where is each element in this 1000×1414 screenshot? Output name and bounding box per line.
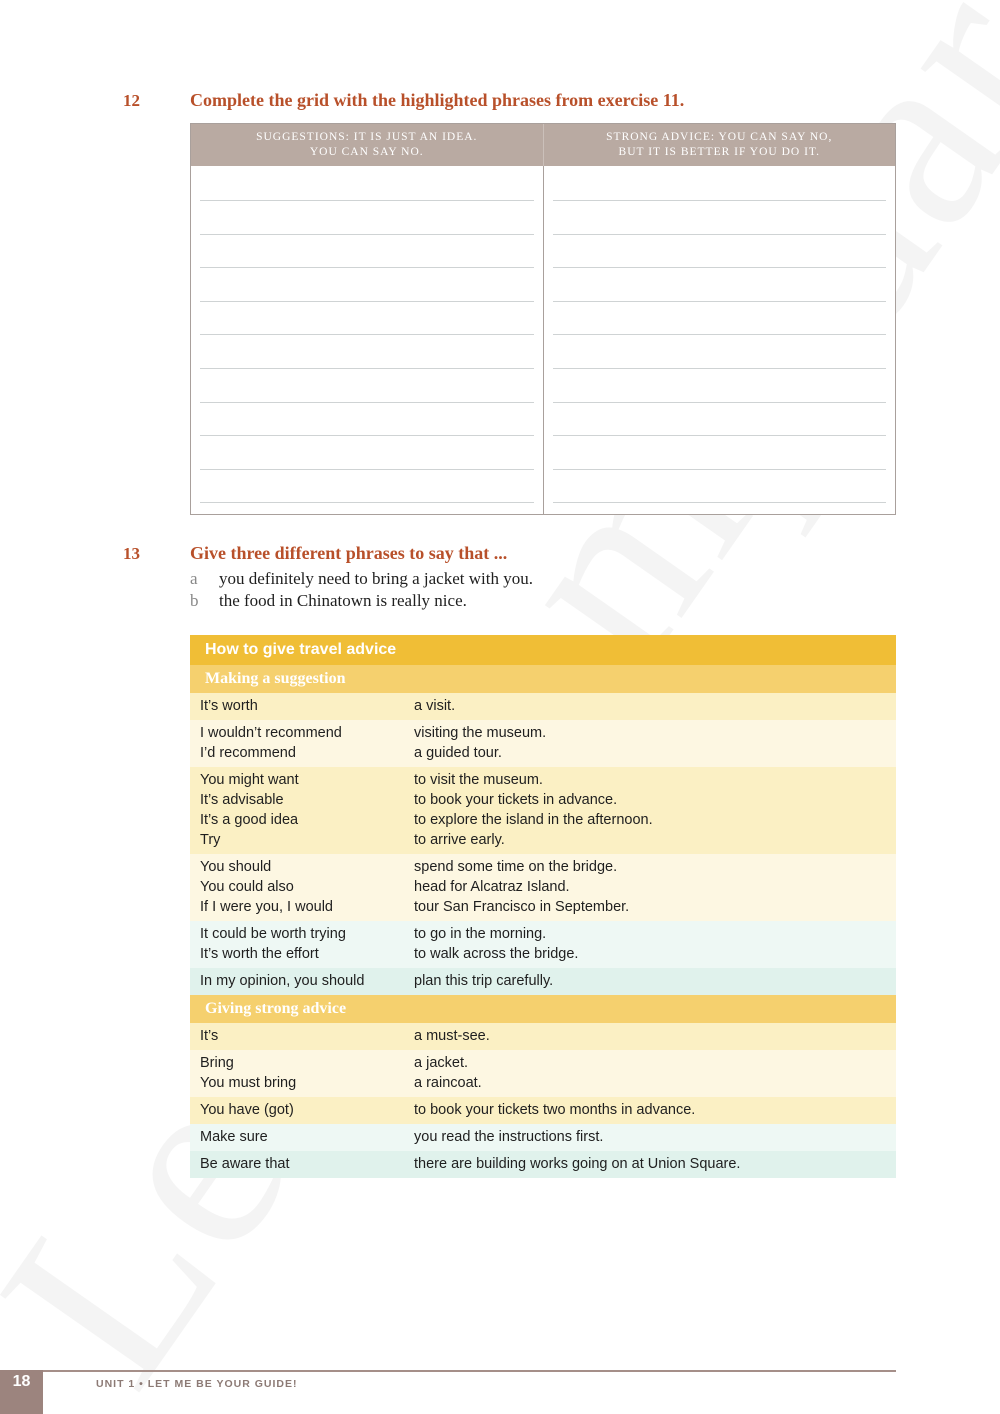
answer-line[interactable]	[200, 234, 534, 235]
advice-line: a raincoat.	[414, 1075, 482, 1091]
advice-row	[190, 1050, 896, 1097]
advice-line: to walk across the bridge.	[414, 946, 579, 962]
advice-line: head for Alcatraz Island.	[414, 879, 570, 895]
advice-line: In my opinion, you should	[200, 973, 365, 989]
advice-section-heading: Giving strong advice	[190, 995, 896, 1023]
advice-line: a visit.	[414, 698, 456, 714]
advice-example	[414, 1127, 896, 1147]
answer-column-strong-advice[interactable]	[543, 166, 896, 514]
advice-line: to book your tickets two months in advance.	[414, 1102, 696, 1118]
grid-header-suggestions	[191, 124, 543, 166]
advice-line: there are building works going on at Union Square.	[414, 1156, 741, 1172]
advice-phrase	[190, 770, 414, 850]
advice-example	[414, 1026, 896, 1046]
answer-line[interactable]	[200, 334, 534, 335]
advice-line: I wouldn’t recommend	[200, 725, 342, 741]
answer-line[interactable]	[553, 402, 887, 403]
advice-phrase	[190, 1100, 414, 1120]
answer-line[interactable]	[200, 435, 534, 436]
advice-example	[414, 1100, 896, 1120]
advice-line: tour San Francisco in September.	[414, 899, 630, 915]
item-text: you definitely need to bring a jacket with you.	[219, 569, 533, 588]
advice-line: It’s worth the effort	[200, 946, 319, 962]
answer-column-suggestions[interactable]	[191, 166, 543, 514]
answer-line[interactable]	[200, 469, 534, 470]
advice-line: visiting the museum.	[414, 725, 547, 741]
grid-header-suggestions-line1: SUGGESTIONS: IT IS JUST AN IDEA.	[256, 131, 478, 143]
advice-line: you read the instructions first.	[414, 1129, 604, 1145]
advice-phrase	[190, 1127, 414, 1147]
advice-line: to book your tickets in advance.	[414, 792, 618, 808]
answer-line[interactable]	[553, 234, 887, 235]
exercise-13-item-b	[190, 590, 533, 612]
advice-row	[190, 1097, 896, 1124]
advice-phrase	[190, 696, 414, 716]
item-text: the food in Chinatown is really nice.	[219, 591, 467, 610]
advice-example	[414, 723, 896, 763]
answer-line[interactable]	[200, 200, 534, 201]
advice-phrase	[190, 1053, 414, 1093]
advice-line: plan this trip carefully.	[414, 973, 554, 989]
advice-line: a guided tour.	[414, 745, 502, 761]
exercise-13-instruction: Give three different phrases to say that ...	[190, 543, 508, 563]
grid-header-suggestions-line2: YOU CAN SAY NO.	[309, 146, 424, 158]
travel-advice-table	[190, 635, 896, 1178]
advice-row	[190, 693, 896, 720]
answer-line[interactable]	[553, 435, 887, 436]
advice-line: to visit the museum.	[414, 772, 543, 788]
advice-line: I’d recommend	[200, 745, 296, 761]
advice-example	[414, 1053, 896, 1093]
answer-line[interactable]	[553, 267, 887, 268]
advice-phrase	[190, 924, 414, 964]
answer-line[interactable]	[553, 200, 887, 201]
answer-line[interactable]	[200, 301, 534, 302]
grid-header-strong-advice	[543, 124, 896, 166]
advice-row	[190, 968, 896, 995]
advice-phrase	[190, 1154, 414, 1174]
advice-line: It’s advisable	[200, 792, 284, 808]
grid-header-strong-line2: BUT IT IS BETTER IF YOU DO IT.	[618, 146, 820, 158]
advice-line: It’s a good idea	[200, 812, 299, 828]
advice-line: Be aware that	[200, 1156, 290, 1172]
advice-line: You could also	[200, 879, 294, 895]
answer-grid	[190, 123, 896, 515]
advice-line: You should	[200, 859, 272, 875]
item-letter: b	[190, 591, 199, 610]
answer-line[interactable]	[553, 368, 887, 369]
advice-example	[414, 770, 896, 850]
advice-example	[414, 696, 896, 716]
footer-divider	[43, 1370, 896, 1372]
answer-line[interactable]	[553, 301, 887, 302]
grid-header-strong-line1: STRONG ADVICE: YOU CAN SAY NO,	[606, 131, 833, 143]
advice-row	[190, 1023, 896, 1050]
page-number: 18	[0, 1370, 43, 1414]
advice-example	[414, 924, 896, 964]
exercise-12-number: 12	[123, 91, 140, 110]
advice-example	[414, 971, 896, 991]
answer-line[interactable]	[200, 267, 534, 268]
advice-line: to explore the island in the afternoon.	[414, 812, 653, 828]
advice-line: Make sure	[200, 1129, 268, 1145]
answer-line[interactable]	[553, 334, 887, 335]
exercise-13-number: 13	[123, 544, 140, 563]
advice-row	[190, 1124, 896, 1151]
exercise-13-items	[190, 568, 533, 612]
answer-line[interactable]	[200, 402, 534, 403]
advice-example	[414, 857, 896, 917]
advice-row	[190, 720, 896, 767]
advice-line: a must-see.	[414, 1028, 490, 1044]
advice-line: spend some time on the bridge.	[414, 859, 618, 875]
footer-unit-label: UNIT 1 • LET ME BE YOUR GUIDE!	[96, 1378, 298, 1390]
advice-phrase	[190, 723, 414, 763]
advice-row	[190, 767, 896, 854]
advice-line: to arrive early.	[414, 832, 505, 848]
answer-line[interactable]	[200, 502, 534, 503]
exercise-12-instruction: Complete the grid with the highlighted phrases from exercise 11.	[190, 90, 685, 110]
advice-phrase	[190, 971, 414, 991]
answer-line[interactable]	[200, 368, 534, 369]
advice-line: It’s	[200, 1028, 219, 1044]
advice-line: It could be worth trying	[200, 926, 346, 942]
advice-line: Try	[200, 832, 221, 848]
answer-grid-header	[191, 124, 895, 166]
advice-row	[190, 1151, 896, 1178]
advice-line: a jacket.	[414, 1055, 468, 1071]
advice-line: If I were you, I would	[200, 899, 333, 915]
advice-table-title: How to give travel advice	[190, 635, 896, 665]
answer-line[interactable]	[553, 469, 887, 470]
advice-row	[190, 921, 896, 968]
exercise-13-item-a	[190, 568, 533, 590]
advice-line: It’s worth	[200, 698, 258, 714]
advice-line: Bring	[200, 1055, 234, 1071]
advice-phrase	[190, 857, 414, 917]
advice-row	[190, 854, 896, 921]
advice-example	[414, 1154, 896, 1174]
item-letter: a	[190, 569, 198, 588]
advice-line: You have (got)	[200, 1102, 294, 1118]
advice-phrase	[190, 1026, 414, 1046]
advice-section-heading: Making a suggestion	[190, 665, 896, 693]
advice-line: You might want	[200, 772, 299, 788]
answer-line[interactable]	[553, 502, 887, 503]
advice-line: to go in the morning.	[414, 926, 547, 942]
advice-line: You must bring	[200, 1075, 297, 1091]
